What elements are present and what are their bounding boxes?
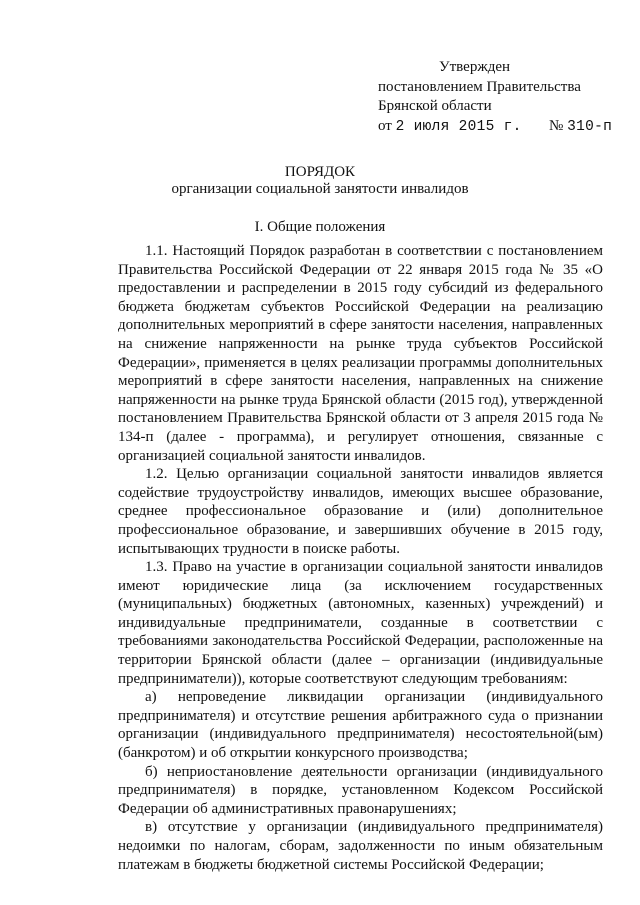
approval-number-block xyxy=(549,117,612,138)
paragraph-1-3: 1.3. Право на участие в организации социальной занятости инвалидов имеют юридические лица (за исключением государственных (муниципальных) бюджетных (автономных, казенных) учреждений) и индивидуальные предприниматели, созданные в соответствии с требованиями законодательства Российской Федерации, расположенные на территории Брянской области (далее – организации (индивидуальные предприниматели)), которые соответствуют следующим требованиям: xyxy=(118,559,603,687)
paragraph-1-2: 1.2. Целью организации социальной занятости инвалидов является содействие трудоустройству инвалидов, имеющих высшее образование, среднее профессиональное образование и (или) дополнительное профессиональное образование, и завершивших обучение в 2015 году, испытывающих трудности в поиске работы. xyxy=(118,466,603,557)
approval-number-sign: № xyxy=(549,117,568,134)
approval-stamp xyxy=(378,58,628,137)
approval-date-line xyxy=(378,117,628,138)
approval-resolution: постановлением Правительства xyxy=(378,78,581,95)
approval-approved: Утвержден xyxy=(439,59,511,75)
document-title: ПОРЯДОК xyxy=(284,164,356,180)
document-subtitle: организации социальной занятости инвалидов xyxy=(171,181,469,197)
approval-date-prefix: от xyxy=(378,117,396,134)
paragraph-item-b: б) неприостановление деятельности организации (индивидуального предпринимателя) в порядке, установленном Кодексом Российской Федерации об административных правонарушениях; xyxy=(118,763,603,817)
paragraph-1-1: 1.1. Настоящий Порядок разработан в соответствии с постановлением Правительства Российской Федерации от 22 января 2015 года № 35 «О предоставлении и распределении в 2015 году субсидий из федерального бюджета бюджетам субъектов Российской Федерации на реализацию дополнительных мероприятий в сфере занятости населения, направленных на снижение напряженности на рынке труда субъектов Российской Федерации», применяется в целях реализации программы дополнительных мероприятий в сфере занятости населения, направленных на снижение напряженности на рынке труда Брянской области (2015 год), утвержденной постановлением Правительства Брянской области от 3 апреля 2015 года № 134-п (далее - программа), и регулирует отношения, связанные с организацией социальной занятости инвалидов. xyxy=(118,243,603,464)
approval-date: 2 июля 2015 г. xyxy=(395,118,522,135)
document-body xyxy=(118,242,603,874)
approval-number: 310-п xyxy=(567,118,613,135)
approval-region: Брянской области xyxy=(378,98,492,114)
paragraph-item-v: в) отсутствие у организации (индивидуального предпринимателя) недоимки по налогам, сборам, задолженности по иным обязательным платежам в бюджеты бюджетной системы Российской Федерации; xyxy=(118,819,603,873)
section-heading: I. Общие положения xyxy=(254,219,386,235)
paragraph-item-a: а) непроведение ликвидации организации (индивидуального предпринимателя) и отсутствие решения арбитражного суда о признании организации (индивидуального предпринимателя) несостоятельной(ым) (банкротом) и об открытии конкурсного производства; xyxy=(118,689,603,762)
